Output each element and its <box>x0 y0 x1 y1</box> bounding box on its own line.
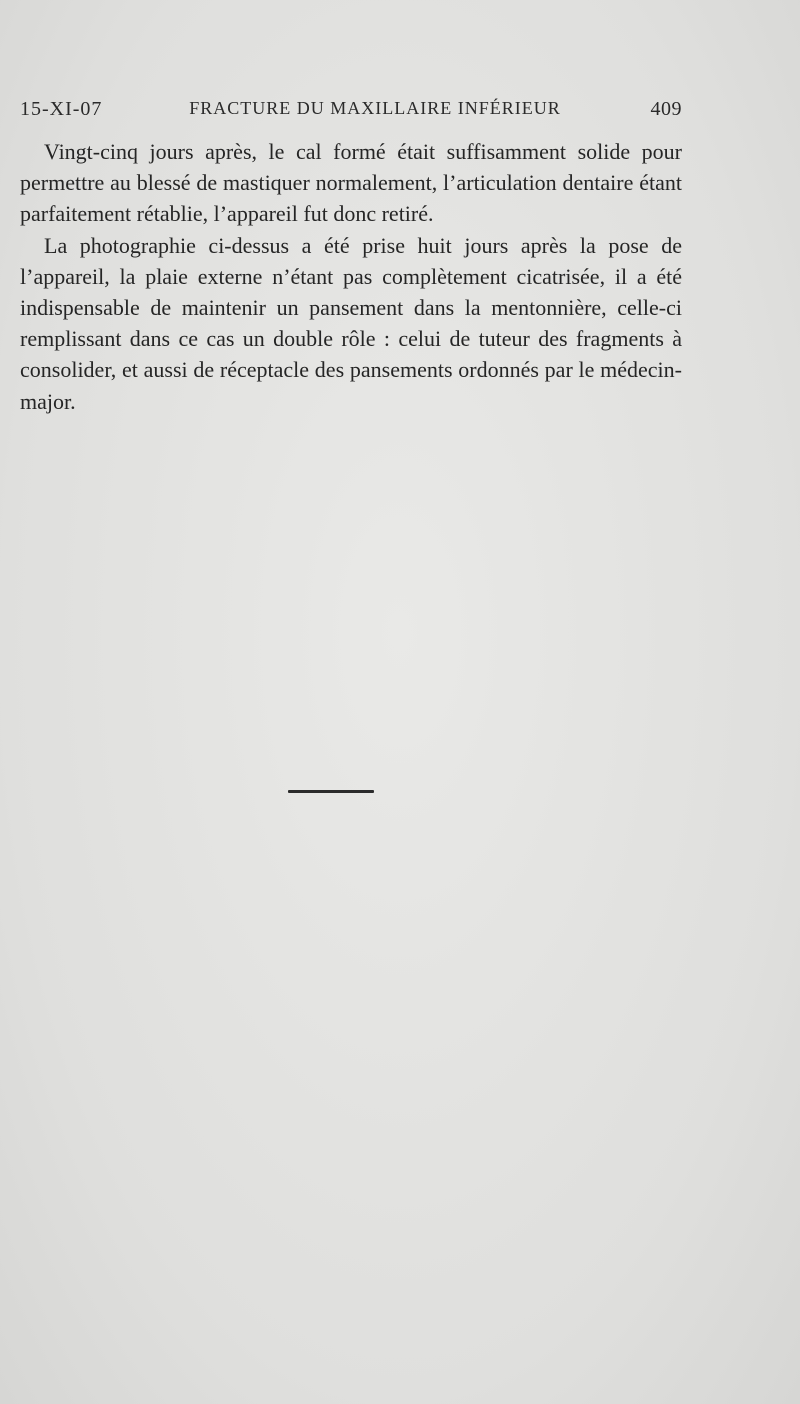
paragraph-2: La photographie ci-dessus a été prise huit jours après la pose de l’appareil, la plaie externe n’étant pas complètement cicatrisée, il a été indispensable de maintenir un pansement dans la mentonnière, celle-ci remplissant dans ce cas un double rôle : celui de tuteur des fragments à consolider, et aussi de réceptacle des pansements ordonnés par le médecin-major. <box>20 232 682 414</box>
page-number: 409 <box>650 98 682 120</box>
header-title: FRACTURE DU MAXILLAIRE INFÉRIEUR <box>189 98 561 118</box>
header-date: 15-XI-07 <box>20 98 103 120</box>
running-head <box>20 98 682 128</box>
body-text <box>20 136 682 417</box>
paragraph-1: Vingt-cinq jours après, le cal formé était suffisamment solide pour permettre au blessé de mastiquer normalement, l’articulation dentaire étant parfaitement rétablie, l’appareil fut donc retiré. <box>20 139 682 227</box>
section-end-rule <box>288 790 374 793</box>
